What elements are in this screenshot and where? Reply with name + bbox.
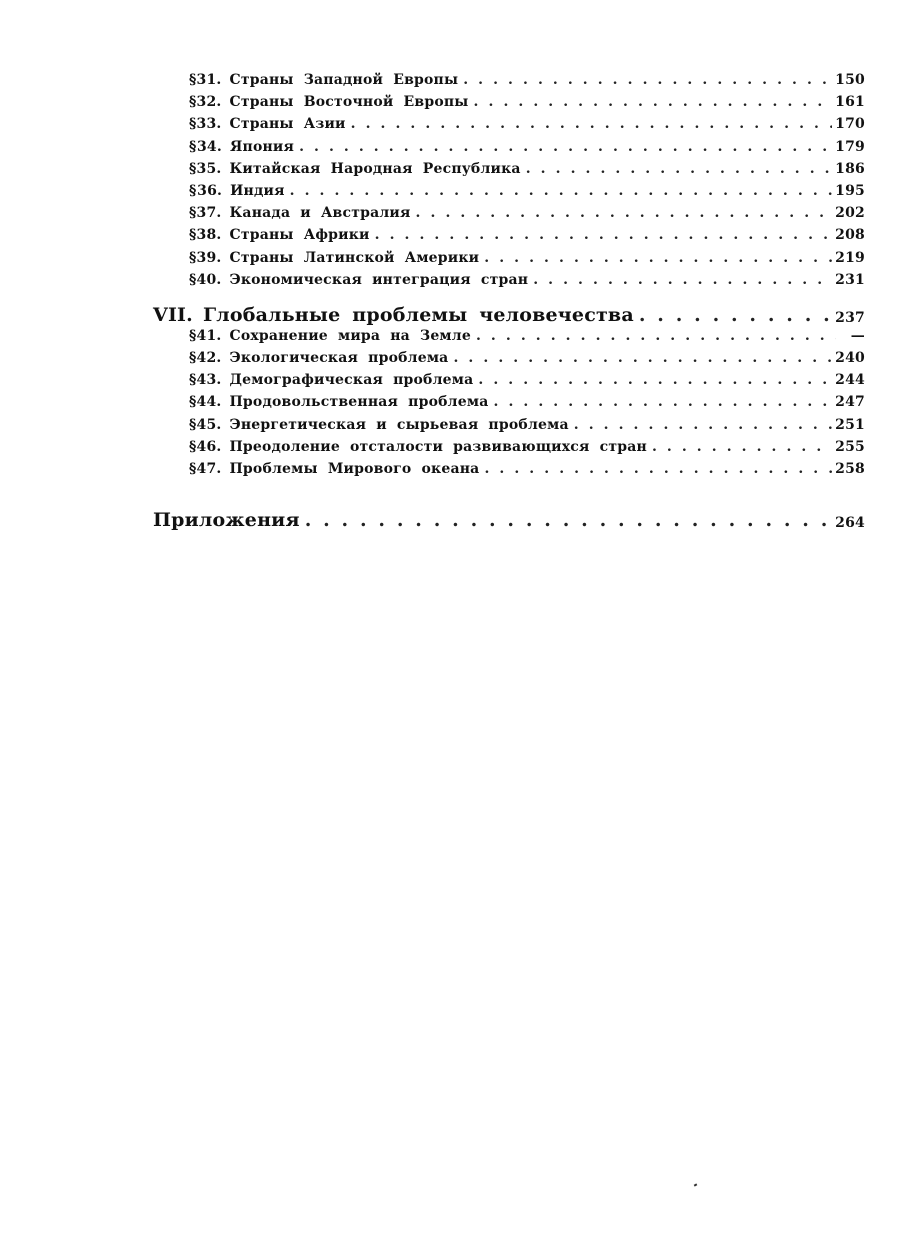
dot-leader xyxy=(305,509,832,531)
entry-page: 170 xyxy=(835,116,865,133)
toc-appendix[interactable] xyxy=(153,485,865,537)
section-mark: § xyxy=(189,182,197,199)
entry-page: 251 xyxy=(835,416,865,433)
appendix-title: Приложения xyxy=(153,509,300,532)
entry-number: 33. xyxy=(196,116,222,133)
entry-page: 240 xyxy=(835,350,865,367)
toc-entry-38[interactable] xyxy=(153,227,865,249)
entry-number: 44. xyxy=(196,394,222,411)
entry-title: Япония xyxy=(229,138,295,155)
dot-leader xyxy=(474,94,833,110)
entry-page: 202 xyxy=(835,205,865,222)
entry-title: Сохранение мира на Земле xyxy=(229,327,471,344)
dot-leader xyxy=(476,328,836,344)
entry-number: 35. xyxy=(196,160,222,177)
dot-leader xyxy=(351,116,833,132)
entry-title: Преодоление отсталости развивающихся стран xyxy=(229,438,647,455)
entry-number: 31. xyxy=(196,72,222,88)
section-mark: § xyxy=(189,350,197,367)
entry-number: 40. xyxy=(196,271,222,288)
entry-title: Канада и Австралия xyxy=(229,205,411,222)
section-mark: § xyxy=(189,327,197,344)
entry-title: Экономическая интеграция стран xyxy=(229,271,529,288)
scan-speck xyxy=(694,1183,698,1186)
entry-page: 219 xyxy=(835,249,865,266)
toc-entry-41[interactable] xyxy=(153,328,865,350)
entry-number: 43. xyxy=(196,372,222,389)
entry-title: Экологическая проблема xyxy=(229,350,449,367)
dot-leader xyxy=(639,304,832,326)
entry-number: 42. xyxy=(196,350,222,367)
dot-leader xyxy=(478,372,832,388)
entry-number: 32. xyxy=(196,94,222,111)
entry-number: 34. xyxy=(196,138,222,155)
table-of-contents xyxy=(153,72,865,537)
section-mark: § xyxy=(189,249,197,266)
entry-number: 39. xyxy=(196,249,222,266)
toc-entry-47[interactable] xyxy=(153,461,865,483)
section-mark: § xyxy=(189,205,197,222)
toc-entry-43[interactable] xyxy=(153,372,865,394)
toc-entry-34[interactable] xyxy=(153,139,865,161)
section-mark: § xyxy=(189,271,197,288)
entry-number: 37. xyxy=(196,205,222,222)
entry-page: 150 xyxy=(835,72,865,88)
entry-title: Индия xyxy=(230,182,285,199)
entry-title: Страны Азии xyxy=(229,116,346,133)
entry-title: Страны Западной Европы xyxy=(229,72,459,88)
chapter-title: Глобальные проблемы человечества xyxy=(202,303,634,326)
chapter-page: 237 xyxy=(835,309,865,326)
dot-leader xyxy=(416,205,833,221)
entry-page: 186 xyxy=(835,160,865,177)
entry-page: 179 xyxy=(835,138,865,155)
toc-entry-32[interactable] xyxy=(153,94,865,116)
entry-title: Страны Африки xyxy=(229,227,370,244)
section-mark: § xyxy=(189,116,197,133)
toc-entry-37[interactable] xyxy=(153,205,865,227)
entry-number: 46. xyxy=(196,438,222,455)
section-mark: § xyxy=(189,438,197,455)
section-mark: § xyxy=(189,394,197,411)
section-mark: § xyxy=(189,72,197,88)
toc-entry-31[interactable] xyxy=(153,72,865,94)
section-mark: § xyxy=(189,461,197,477)
dot-leader xyxy=(652,439,832,455)
toc-entry-44[interactable] xyxy=(153,394,865,416)
dot-leader xyxy=(484,250,832,266)
toc-entry-45[interactable] xyxy=(153,417,865,439)
section-mark: § xyxy=(189,227,197,244)
dot-leader xyxy=(463,72,832,88)
entry-page: — xyxy=(850,327,865,344)
dot-leader xyxy=(375,227,833,243)
toc-entry-35[interactable] xyxy=(153,161,865,183)
appendix-page: 264 xyxy=(835,515,865,532)
entry-page: 208 xyxy=(835,227,865,244)
section-mark: § xyxy=(189,94,197,111)
entry-number: 45. xyxy=(196,416,222,433)
entry-page: 231 xyxy=(835,271,865,288)
entry-page: 258 xyxy=(835,461,865,477)
toc-entry-40[interactable] xyxy=(153,272,865,294)
dot-leader xyxy=(574,417,832,433)
section-mark: § xyxy=(189,160,197,177)
toc-entry-36[interactable] xyxy=(153,183,865,205)
dot-leader xyxy=(290,183,833,199)
entry-title: Китайская Народная Республика xyxy=(229,160,521,177)
dot-leader xyxy=(526,161,832,177)
dot-leader xyxy=(484,461,832,477)
entry-number: 36. xyxy=(197,182,223,199)
section-mark: § xyxy=(189,416,197,433)
entry-page: 195 xyxy=(835,182,865,199)
entry-title: Страны Восточной Европы xyxy=(229,94,469,111)
entry-title: Проблемы Мирового океана xyxy=(229,461,480,477)
toc-entry-42[interactable] xyxy=(153,350,865,372)
entry-page: 161 xyxy=(835,94,865,111)
dot-leader xyxy=(494,394,833,410)
toc-chapter-7[interactable] xyxy=(153,294,865,328)
dot-leader xyxy=(299,139,832,155)
entry-page: 255 xyxy=(835,438,865,455)
entry-number: 47. xyxy=(196,461,222,477)
entry-title: Страны Латинской Америки xyxy=(229,249,480,266)
entry-number: 38. xyxy=(196,227,222,244)
section-mark: § xyxy=(189,372,197,389)
entry-page: 247 xyxy=(835,394,865,411)
dot-leader xyxy=(533,272,832,288)
entry-number: 41. xyxy=(196,327,222,344)
toc-entry-46[interactable] xyxy=(153,439,865,461)
entry-page: 244 xyxy=(835,372,865,389)
entry-title: Энергетическая и сырьевая проблема xyxy=(229,416,569,433)
section-mark: § xyxy=(189,138,197,155)
chapter-number: VII. xyxy=(153,303,193,326)
entry-title: Продовольственная проблема xyxy=(229,394,489,411)
toc-entry-39[interactable] xyxy=(153,250,865,272)
dot-leader xyxy=(453,350,832,366)
entry-title: Демографическая проблема xyxy=(229,372,474,389)
toc-entry-33[interactable] xyxy=(153,116,865,138)
